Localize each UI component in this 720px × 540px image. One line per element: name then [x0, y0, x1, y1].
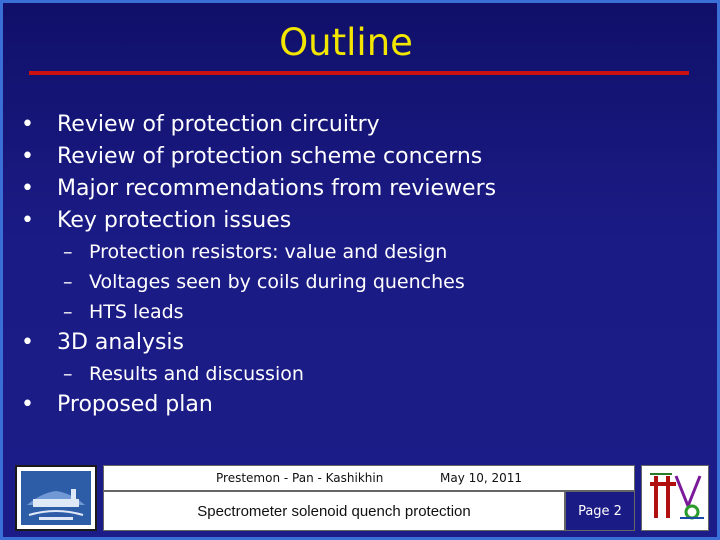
bullet-text: Review of protection scheme concerns	[57, 144, 483, 169]
footer-date: May 10, 2011	[440, 471, 523, 485]
bullet-item	[21, 389, 707, 421]
sub-bullet-item	[21, 237, 707, 267]
sub-bullet-marker: –	[63, 301, 73, 323]
bullet-item	[21, 109, 707, 141]
sub-bullet-marker: –	[63, 271, 73, 293]
bullet-text: 3D analysis	[57, 330, 185, 355]
sub-bullet-marker: –	[63, 241, 73, 263]
slide-title: Outline	[279, 21, 413, 64]
sub-bullet-text: Voltages seen by coils during quenches	[89, 271, 465, 293]
mice-pi-logo-icon	[641, 465, 709, 531]
bullet-text: Major recommendations from reviewers	[57, 176, 497, 201]
bullet-marker: •	[21, 144, 34, 169]
berkeley-lab-logo-icon	[15, 465, 97, 531]
sub-bullet-text: HTS leads	[89, 301, 184, 323]
sub-bullet-item	[21, 359, 707, 389]
sub-bullet-text: Protection resistors: value and design	[89, 241, 448, 263]
sub-bullet-marker: –	[63, 363, 73, 385]
bullet-item	[21, 327, 707, 359]
footer-authors: Prestemon - Pan - Kashikhin	[216, 471, 384, 485]
bullet-item	[21, 205, 707, 237]
footer-talk-title: Spectrometer solenoid quench protection	[103, 491, 565, 531]
sub-bullet-text: Results and discussion	[89, 363, 304, 385]
bullet-marker: •	[21, 112, 34, 137]
title-underline	[29, 71, 689, 75]
sub-bullet-item	[21, 267, 707, 297]
bullet-item	[21, 141, 707, 173]
bullet-text: Review of protection circuitry	[57, 112, 380, 137]
bullet-marker: •	[21, 330, 34, 355]
bullet-text: Key protection issues	[57, 208, 292, 233]
bullet-marker: •	[21, 176, 34, 201]
sub-bullet-item	[21, 297, 707, 327]
bullet-marker: •	[21, 392, 34, 417]
bullet-list	[21, 109, 707, 421]
slide-footer	[3, 461, 717, 540]
footer-meta	[103, 465, 635, 491]
bullet-item	[21, 173, 707, 205]
bullet-text: Proposed plan	[57, 392, 213, 417]
bullet-marker: •	[21, 208, 34, 233]
page-number: Page 2	[565, 491, 635, 531]
